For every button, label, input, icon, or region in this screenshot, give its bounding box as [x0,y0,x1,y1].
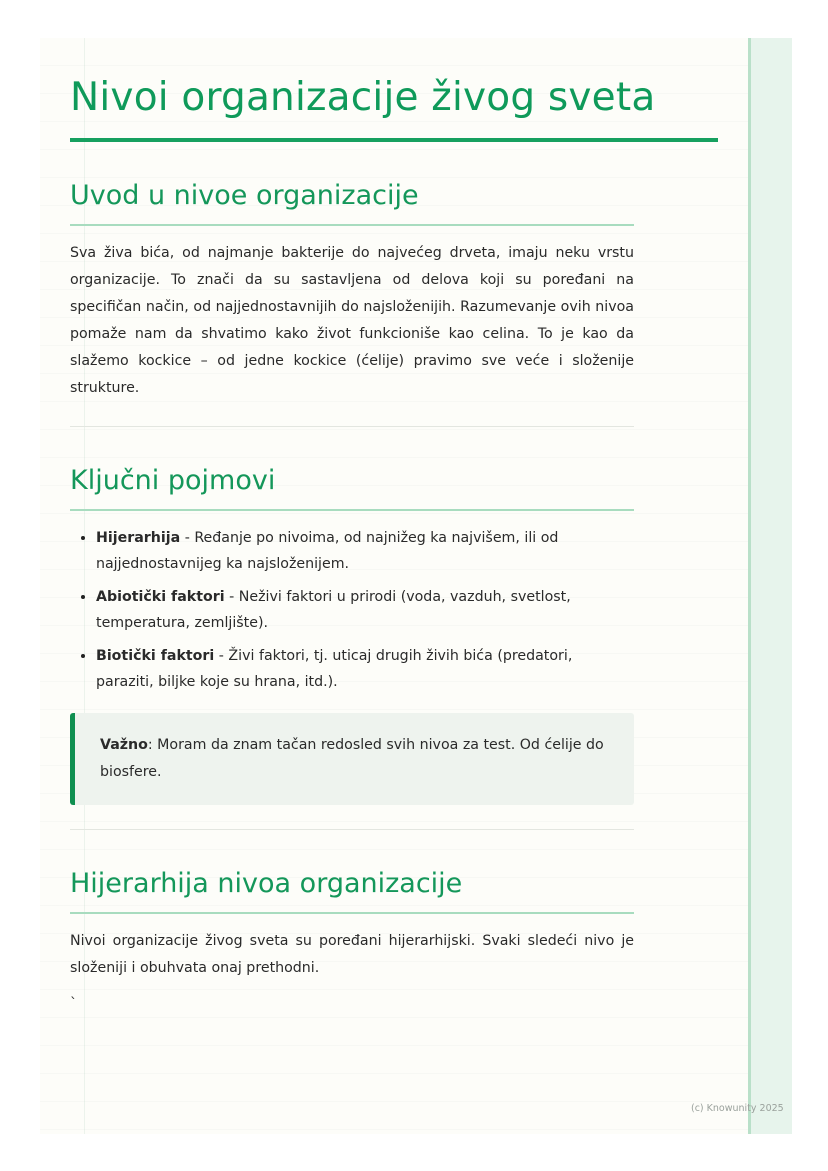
list-item [96,525,634,577]
list-item [96,643,634,695]
term-definition: - Živi faktori, tj. uticaj drugih živih bića (predatori, paraziti, biljke koje su hrana, itd.). [96,648,573,690]
side-margin-band [748,38,792,1134]
section-heading-key-terms: Ključni pojmovi [70,465,276,496]
term-label: Abiotički faktori [96,589,225,605]
note-label: Važno [100,737,148,753]
term-definition: - Neživi faktori u prirodi (voda, vazduh, svetlost, temperatura, zemljište). [96,589,571,631]
page-title: Nivoi organizacije živog sveta [70,75,656,120]
term-label: Hijerarhija [96,530,181,546]
section-hierarchy [70,864,634,1014]
title-underline [70,138,718,142]
list-item [96,584,634,636]
stray-backtick: ` [70,996,77,1012]
section-divider [70,426,634,427]
section-key-terms [70,461,634,830]
section-heading-intro: Uvod u nivoe organizacije [70,180,419,211]
intro-paragraph: Sva živa bića, od najmanje bakterije do najvećeg drveta, imaju neku vrstu organizacije. To znači da su sastavljena od delova koji su poređani na specifičan način, od najjednostavnijih do najsloženijih. Razumevanje ovih nivoa pomaže nam da shvatimo kako život funkcioniše kao celina. To je kao da slažemo kockice – od jedne kockice (ćelije) pravimo sve veće i složenije strukture. [70,245,634,396]
section-underline [70,912,634,914]
copyright-footer: (c) Knowunity 2025 [691,1103,784,1114]
term-definition: - Ređanje po nivoima, od najnižeg ka najvišem, ili od najjednostavnijeg ka najsloženijem. [96,530,559,572]
term-label: Biotički faktori [96,648,215,664]
section-intro [70,176,634,427]
section-underline [70,509,634,511]
document-content [70,70,718,1014]
hierarchy-paragraph: Nivoi organizacije živog sveta su poređani hijerarhijski. Svaki sledeći nivo je složeniji i obuhvata onaj prethodni. [70,933,634,976]
note-text: : Moram da znam tačan redosled svih nivoa za test. Od ćelije do biosfere. [100,737,604,780]
side-margin-line [748,38,751,1134]
section-underline [70,224,634,226]
important-note [70,713,634,805]
section-heading-hierarchy: Hijerarhija nivoa organizacije [70,868,463,899]
section-divider [70,829,634,830]
key-terms-list [70,525,634,695]
